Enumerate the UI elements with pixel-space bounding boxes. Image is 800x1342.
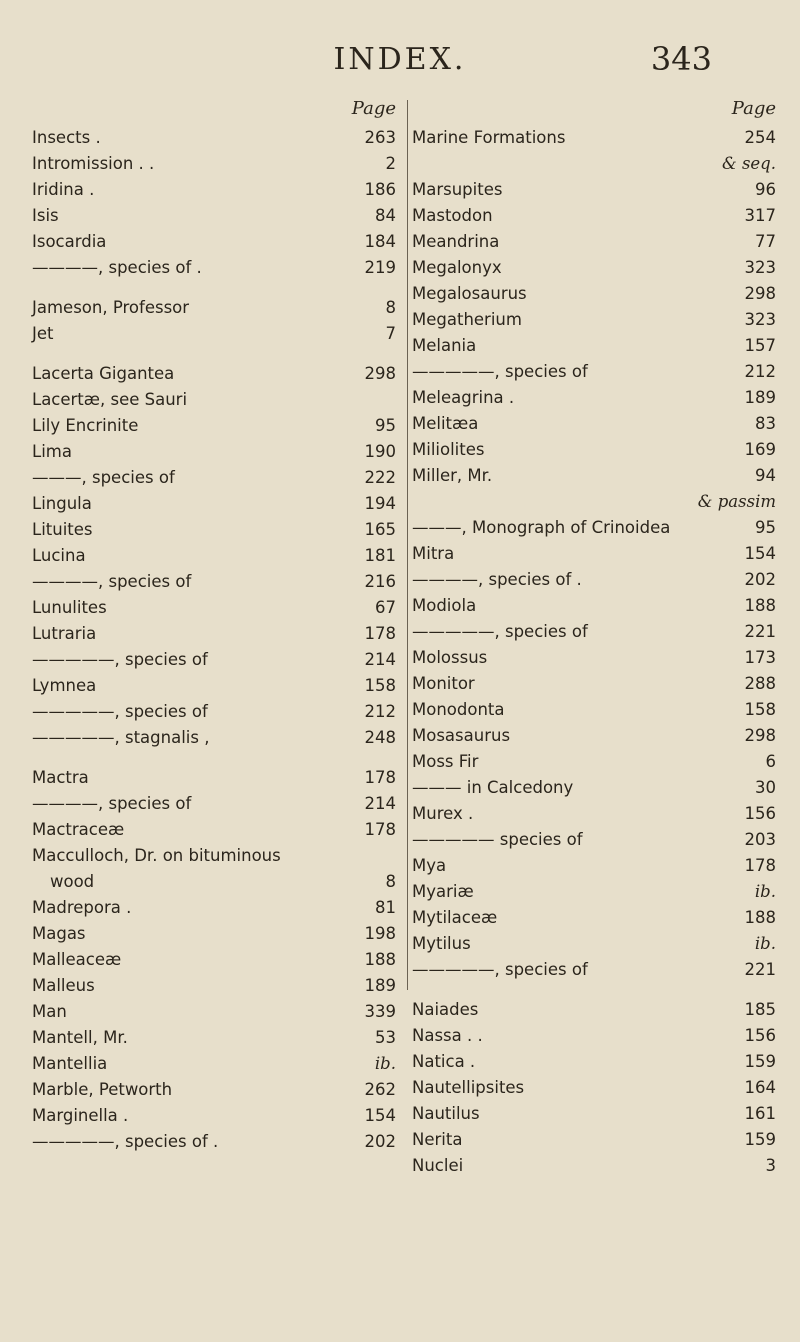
index-entry [32, 390, 396, 416]
index-entry-name: Lunulites [32, 598, 107, 617]
index-entry-name: Mya [412, 856, 447, 875]
index-entry [32, 416, 396, 442]
index-entry [32, 820, 396, 846]
index-entry [412, 908, 776, 934]
index-entry [412, 232, 776, 258]
index-entry-page: 188 [364, 950, 396, 969]
index-entry-name: Man [32, 1002, 67, 1021]
index-entry-page: 169 [744, 440, 776, 459]
index-entry-name: Macculloch, Dr. on bituminous [32, 846, 281, 865]
column-divider [407, 100, 408, 990]
index-entry-page: 159 [744, 1130, 776, 1149]
index-entry-name: ————, species of [32, 572, 192, 591]
index-entry-name: ——— in Calcedony [412, 778, 574, 797]
index-entry-page: 216 [364, 572, 396, 591]
index-entry [412, 1078, 776, 1104]
index-entry-page: 178 [364, 624, 396, 643]
index-entry [412, 648, 776, 674]
index-entry-name: Melania [412, 336, 477, 355]
index-entry-name: Marsupites [412, 180, 503, 199]
index-entry-name: Miller, Mr. [412, 466, 493, 485]
index-entry-page: 156 [744, 804, 776, 823]
index-entry-name: Mactraceæ [32, 820, 125, 839]
index-entry-page: 212 [364, 702, 396, 721]
index-entry-page: 323 [744, 258, 776, 277]
index-entry-page: 212 [744, 362, 776, 381]
index-entry-page: 262 [364, 1080, 396, 1099]
index-entry-name: Moss Fir [412, 752, 479, 771]
index-entry [412, 544, 776, 570]
index-entry-page: 221 [744, 622, 776, 641]
index-entry-name: Jameson, Professor [32, 298, 190, 317]
index-entry [412, 1156, 776, 1182]
index-entry [32, 898, 396, 924]
index-entry [412, 726, 776, 752]
index-entry-name: Lima [32, 442, 72, 461]
index-entry-name: —————, species of [412, 960, 588, 979]
index-entry-page: 159 [744, 1052, 776, 1071]
index-entry-name: Murex . [412, 804, 474, 823]
index-entry-page: 96 [755, 180, 776, 199]
index-entry [412, 752, 776, 778]
index-entry-page: 203 [744, 830, 776, 849]
index-entry-page: 298 [744, 284, 776, 303]
index-entry [412, 1026, 776, 1052]
index-entry-page: 157 [744, 336, 776, 355]
index-entry [32, 258, 396, 284]
index-entry [412, 154, 776, 180]
index-entry-page: 189 [364, 976, 396, 995]
index-entry-name: Insects . [32, 128, 101, 147]
index-entry [412, 830, 776, 856]
index-entry-name: ————— species of [412, 830, 583, 849]
index-entry-page: 8 [385, 872, 396, 891]
index-entry [32, 298, 396, 324]
index-entry [32, 128, 396, 154]
index-entry-page: 254 [744, 128, 776, 147]
index-entry-page: 263 [364, 128, 396, 147]
index-entry-name: Marginella . [32, 1106, 129, 1125]
index-entry-page: 185 [744, 1000, 776, 1019]
index-entry-page: 198 [364, 924, 396, 943]
index-entry-page: 288 [744, 674, 776, 693]
index-entry [412, 492, 776, 518]
index-entry-page: 6 [765, 752, 776, 771]
index-entry [32, 728, 396, 754]
index-entry-page: & seq. [722, 154, 776, 173]
index-entry-name: —————, species of [412, 362, 588, 381]
index-entry [32, 598, 396, 624]
index-entry [412, 180, 776, 206]
index-entry [412, 362, 776, 388]
index-entry-page: 67 [375, 598, 396, 617]
index-entry-page: 3 [765, 1156, 776, 1175]
index-entry [412, 284, 776, 310]
index-entry-name: Malleus [32, 976, 95, 995]
index-entry-name: Madrepora . [32, 898, 132, 917]
index-entry-name: wood [50, 872, 95, 891]
index-entry-page: 154 [744, 544, 776, 563]
index-entry [412, 1130, 776, 1156]
index-entry [412, 960, 776, 986]
index-entry-page: 95 [755, 518, 776, 537]
index-entry-page: 158 [364, 676, 396, 695]
index-entry [32, 154, 396, 180]
index-entry [32, 650, 396, 676]
index-entry-page: 95 [375, 416, 396, 435]
index-entry-name: Mosasaurus [412, 726, 511, 745]
index-entry [412, 518, 776, 544]
index-entry-name: Intromission . . [32, 154, 155, 173]
index-entry-name: Marble, Petworth [32, 1080, 173, 1099]
index-entry-name: Mantell, Mr. [32, 1028, 128, 1047]
page-header-title: INDEX. [333, 42, 467, 77]
index-entry-page: ib. [754, 882, 776, 901]
index-entry-page: 221 [744, 960, 776, 979]
index-entry-page: 165 [364, 520, 396, 539]
index-entry [412, 622, 776, 648]
index-entry-name: Mastodon [412, 206, 493, 225]
index-entry-page: 84 [375, 206, 396, 225]
index-entry-name: Isis [32, 206, 59, 225]
index-entry [32, 676, 396, 702]
index-entry-page: 181 [364, 546, 396, 565]
index-entry-name: Myariæ [412, 882, 474, 901]
index-entry-name: Monodonta [412, 700, 505, 719]
index-entry [412, 674, 776, 700]
index-entry-page: 298 [364, 364, 396, 383]
index-entry-page: 53 [375, 1028, 396, 1047]
index-entry [32, 976, 396, 1002]
index-entry [412, 570, 776, 596]
index-entry-name: Lily Encrinite [32, 416, 139, 435]
index-entry-name: Marine Formations [412, 128, 566, 147]
index-entry-name: Lutraria [32, 624, 97, 643]
index-entry-name: —————, species of [412, 622, 588, 641]
index-entry [412, 388, 776, 414]
index-entry-name: —————, species of [32, 702, 208, 721]
index-entry [32, 520, 396, 546]
index-column-left [32, 98, 396, 1158]
index-entry-page: 202 [364, 1132, 396, 1151]
index-entry [412, 128, 776, 154]
index-entry-page: 161 [744, 1104, 776, 1123]
index-entry-page: 164 [744, 1078, 776, 1097]
index-entry [32, 872, 396, 898]
index-entry-name: Miliolites [412, 440, 485, 459]
index-entry-page: 339 [364, 1002, 396, 1021]
index-entry-page: 222 [364, 468, 396, 487]
index-entry-page: 30 [755, 778, 776, 797]
index-entry [412, 596, 776, 622]
index-entry [32, 494, 396, 520]
index-entry-name: Magas [32, 924, 86, 943]
index-entry-name: Modiola [412, 596, 477, 615]
index-entry-page: 188 [744, 908, 776, 927]
index-entry-name: Lucina [32, 546, 86, 565]
index-entry-page: 2 [385, 154, 396, 173]
index-entry-name: Malleaceæ [32, 950, 122, 969]
index-entry [32, 624, 396, 650]
index-entry [32, 1054, 396, 1080]
index-entry [32, 546, 396, 572]
index-entry-page: 156 [744, 1026, 776, 1045]
index-entry-page: 248 [364, 728, 396, 747]
index-entry-page: 178 [364, 768, 396, 787]
index-entry-page: 194 [364, 494, 396, 513]
index-entry [32, 468, 396, 494]
index-entry-page: 189 [744, 388, 776, 407]
index-entry-name: Megalosaurus [412, 284, 527, 303]
index-entry [412, 1052, 776, 1078]
index-entry-name: Nuclei [412, 1156, 464, 1175]
index-entry-page: 317 [744, 206, 776, 225]
index-entry-page: & passim [697, 492, 776, 511]
index-entry-page: 81 [375, 898, 396, 917]
index-entry-page: ib. [754, 934, 776, 953]
index-entry [32, 950, 396, 976]
index-entry [412, 466, 776, 492]
index-entry-page: 298 [744, 726, 776, 745]
index-entry-page: 178 [364, 820, 396, 839]
index-entry-page: 94 [755, 466, 776, 485]
index-entry [32, 206, 396, 232]
index-entry-name: Naiades [412, 1000, 479, 1019]
index-entry-name: ————, species of . [32, 258, 202, 277]
index-entry-name: Meleagrina . [412, 388, 515, 407]
index-entry-name: Natica . [412, 1052, 476, 1071]
index-entry [32, 232, 396, 258]
index-entry [412, 440, 776, 466]
index-entry-name: Nautellipsites [412, 1078, 525, 1097]
index-entry-name: Mytilus [412, 934, 471, 953]
index-entry-page: 158 [744, 700, 776, 719]
index-entry [32, 794, 396, 820]
page-number: 343 [650, 40, 712, 78]
index-entry-page: 202 [744, 570, 776, 589]
column-head-left: Page [351, 98, 396, 119]
index-entry-page: 8 [385, 298, 396, 317]
index-entry-name: Lacertæ, see Sauri [32, 390, 188, 409]
index-entry-name: ————, species of [32, 794, 192, 813]
index-entry-page: 83 [755, 414, 776, 433]
index-entry [412, 206, 776, 232]
index-entry [32, 702, 396, 728]
index-entry-name: ————, species of . [412, 570, 582, 589]
index-entry-page: 188 [744, 596, 776, 615]
index-entry-page: 178 [744, 856, 776, 875]
index-entry [412, 778, 776, 804]
index-entry [32, 442, 396, 468]
index-entry-name: Meandrina [412, 232, 500, 251]
index-entry [412, 414, 776, 440]
index-entry-name: —————, species of [32, 650, 208, 669]
index-entry [32, 1028, 396, 1054]
index-entry-name: Lacerta Gigantea [32, 364, 175, 383]
index-entry-name: Lymnea [32, 676, 97, 695]
index-entry-name: Megalonyx [412, 258, 502, 277]
index-entry-name: Nautilus [412, 1104, 480, 1123]
index-entry [32, 768, 396, 794]
index-entry-page: 154 [364, 1106, 396, 1125]
index-entry [412, 1000, 776, 1026]
column-head-right: Page [731, 98, 776, 119]
index-entry-name: —————, stagnalis , [32, 728, 210, 747]
index-entry [32, 324, 396, 350]
index-entry [412, 804, 776, 830]
index-entry-page: 173 [744, 648, 776, 667]
index-entry-page: 323 [744, 310, 776, 329]
index-entry-page: 214 [364, 794, 396, 813]
index-entry-name: Lingula [32, 494, 92, 513]
index-entry-page: 7 [385, 324, 396, 343]
index-entry-page: 77 [755, 232, 776, 251]
index-entry [412, 1104, 776, 1130]
index-entry-name: Lituites [32, 520, 93, 539]
index-entry-name: Mantellia [32, 1054, 108, 1073]
index-entry [412, 700, 776, 726]
index-column-right [412, 98, 776, 1182]
index-entry [32, 1002, 396, 1028]
index-entry [32, 1132, 396, 1158]
index-entry [32, 572, 396, 598]
index-entry-page: 190 [364, 442, 396, 461]
index-entry-name: Mytilaceæ [412, 908, 498, 927]
index-entry-name: Iridina . [32, 180, 95, 199]
index-entry-name: ———, species of [32, 468, 175, 487]
index-entry-name: Melitæa [412, 414, 479, 433]
index-entry [412, 934, 776, 960]
index-entry [412, 856, 776, 882]
index-entry-name: Monitor [412, 674, 475, 693]
index-entry [32, 1106, 396, 1132]
index-entry-page: ib. [374, 1054, 396, 1073]
index-entry-page: 219 [364, 258, 396, 277]
index-entry-name: Jet [32, 324, 54, 343]
index-entry [32, 364, 396, 390]
index-entry [412, 882, 776, 908]
index-entry [32, 924, 396, 950]
index-entry-name: ———, Monograph of Crinoidea [412, 518, 671, 537]
index-entry-name: Nassa . . [412, 1026, 483, 1045]
index-entry [412, 310, 776, 336]
index-entry-name: Megatherium [412, 310, 522, 329]
index-entry-name: Isocardia [32, 232, 107, 251]
index-entry-page: 184 [364, 232, 396, 251]
index-entry [32, 846, 396, 872]
index-entry-page: 214 [364, 650, 396, 669]
index-entry [412, 258, 776, 284]
index-entry [412, 336, 776, 362]
index-entry-page: 186 [364, 180, 396, 199]
index-entry-name: Mitra [412, 544, 455, 563]
index-entry-name: Nerita [412, 1130, 463, 1149]
index-entry [32, 1080, 396, 1106]
index-entry-name: Mactra [32, 768, 89, 787]
index-entry [32, 180, 396, 206]
index-entry-name: Molossus [412, 648, 488, 667]
index-entry-name: —————, species of . [32, 1132, 219, 1151]
